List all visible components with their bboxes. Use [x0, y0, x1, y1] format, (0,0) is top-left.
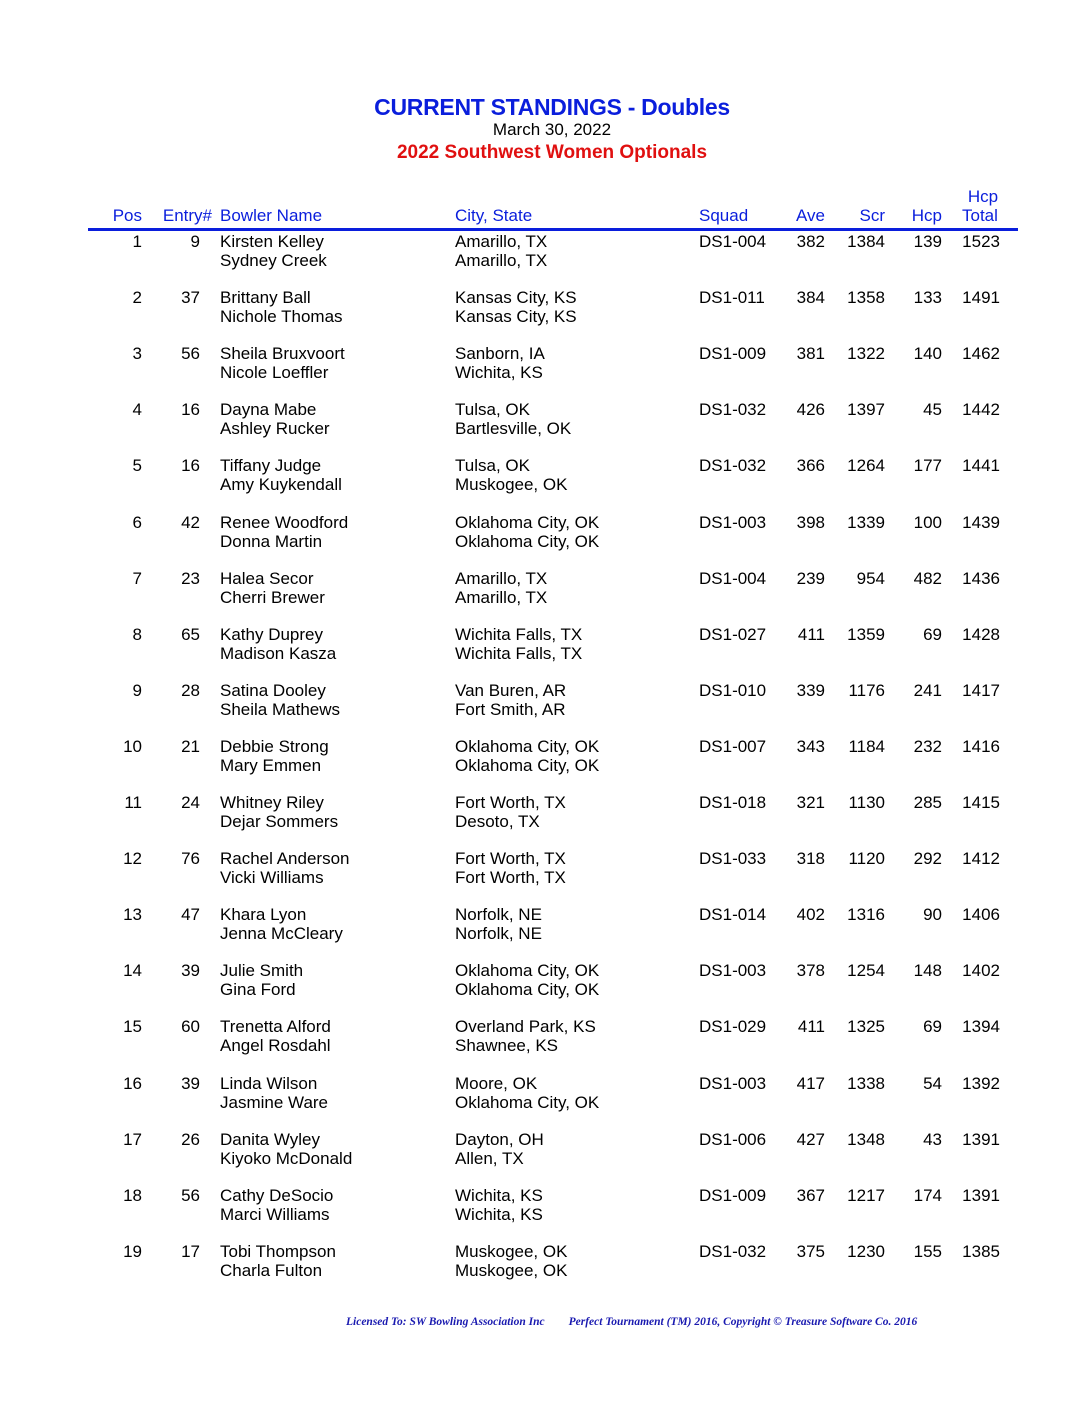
bowler-name-cell: Halea Secor	[220, 568, 314, 588]
table-row	[0, 288, 1088, 344]
average-cell: 366	[796, 456, 825, 476]
column-header-pos: Pos	[112, 206, 142, 225]
bowler-name-cell: Donna Martin	[220, 531, 323, 551]
handicap-total-cell: 1412	[962, 849, 1000, 869]
bowler-name-cell: Dejar Sommers	[220, 812, 339, 831]
scratch-score-cell: 1348	[847, 1129, 885, 1149]
city-state-cell: Norfolk, NE	[455, 924, 542, 944]
city-state-cell: Overland Park, KS	[455, 1017, 596, 1037]
squad-cell: DS1-007	[699, 736, 767, 756]
city-state-cell: Dayton, OH	[455, 1129, 544, 1149]
position-cell: 8	[132, 624, 142, 644]
scratch-score-cell: 1184	[848, 736, 885, 756]
city-state-cell: Fort Worth, TX	[455, 793, 566, 812]
bowler-name-cell: Tiffany Judge	[220, 456, 322, 476]
table-row	[0, 456, 1088, 512]
handicap-cell: 482	[913, 568, 942, 588]
city-state-cell: Fort Worth, TX	[455, 849, 566, 869]
column-header-hcp-total-bottom: Total	[962, 206, 998, 225]
bowler-name-cell: Danita Wyley	[220, 1129, 320, 1149]
handicap-cell: 155	[913, 1241, 942, 1261]
handicap-total-cell: 1441	[962, 456, 1000, 476]
average-cell: 417	[796, 1073, 825, 1093]
position-cell: 18	[123, 1185, 142, 1205]
entry-number-cell: 24	[181, 793, 200, 812]
bowler-name-cell: Charla Fulton	[220, 1260, 323, 1280]
squad-cell: DS1-010	[699, 680, 767, 700]
entry-number-cell: 39	[181, 1073, 200, 1093]
squad-cell: DS1-033	[699, 849, 767, 869]
table-row	[0, 849, 1088, 905]
bowler-name-cell: Nichole Thomas	[220, 307, 343, 327]
position-cell: 17	[123, 1129, 142, 1149]
scratch-score-cell: 1358	[847, 288, 885, 308]
city-state-cell: Moore, OK	[455, 1073, 538, 1093]
handicap-total-cell: 1491	[962, 288, 1000, 308]
average-cell: 384	[796, 288, 825, 308]
bowler-name-cell: Kathy Duprey	[220, 624, 323, 644]
entry-number-cell: 47	[181, 905, 200, 925]
squad-cell: DS1-006	[699, 1129, 767, 1149]
squad-cell: DS1-032	[699, 456, 767, 476]
bowler-name-cell: Dayna Mabe	[220, 400, 317, 420]
entry-number-cell: 16	[181, 456, 200, 476]
handicap-cell: 174	[913, 1185, 942, 1205]
position-cell: 14	[123, 961, 142, 981]
scratch-score-cell: 1384	[847, 232, 885, 251]
handicap-total-cell: 1392	[962, 1073, 1000, 1093]
handicap-cell: 100	[913, 512, 942, 532]
position-cell: 16	[123, 1073, 142, 1093]
position-cell: 3	[132, 344, 142, 364]
tournament-name: 2022 Southwest Women Optionals	[396, 142, 708, 163]
average-cell: 382	[796, 232, 825, 251]
handicap-cell: 140	[913, 344, 942, 364]
footer	[346, 1316, 1026, 1328]
entry-number-cell: 60	[181, 1017, 200, 1037]
entry-number-cell: 17	[181, 1241, 200, 1261]
column-header-ave: Ave	[796, 206, 825, 225]
squad-cell: DS1-027	[699, 624, 767, 644]
entry-number-cell: 23	[181, 568, 200, 588]
handicap-cell: 43	[923, 1129, 942, 1149]
bowler-name-cell: Sydney Creek	[220, 251, 327, 270]
bowler-name-cell: Whitney Riley	[220, 793, 324, 812]
average-cell: 378	[796, 961, 825, 981]
table-row	[0, 625, 1088, 681]
position-cell: 19	[123, 1241, 142, 1261]
squad-cell: DS1-032	[699, 400, 767, 420]
city-state-cell: Fort Worth, TX	[455, 868, 566, 888]
average-cell: 318	[796, 849, 825, 869]
entry-number-cell: 37	[181, 288, 200, 308]
handicap-cell: 232	[913, 736, 942, 756]
column-header-bowler: Bowler Name	[220, 206, 323, 225]
bowler-name-cell: Rachel Anderson	[220, 849, 350, 869]
page-title: CURRENT STANDINGS - Doubles	[374, 94, 730, 120]
bowler-name-cell: Sheila Mathews	[220, 699, 341, 719]
average-cell: 375	[796, 1241, 825, 1261]
table-row	[0, 681, 1088, 737]
scratch-score-cell: 1230	[847, 1241, 885, 1261]
table-row	[0, 232, 1088, 288]
average-cell: 426	[796, 400, 825, 420]
report-date: March 30, 2022	[492, 120, 612, 139]
city-state-cell: Allen, TX	[455, 1148, 524, 1168]
entry-number-cell: 42	[181, 512, 200, 532]
position-cell: 2	[132, 288, 142, 308]
scratch-score-cell: 1325	[847, 1017, 885, 1037]
bowler-name-cell: Angel Rosdahl	[220, 1036, 331, 1056]
table-row	[0, 1017, 1088, 1073]
handicap-cell: 69	[923, 624, 942, 644]
average-cell: 239	[796, 568, 825, 588]
bowler-name-cell: Sheila Bruxvoort	[220, 344, 345, 364]
city-state-cell: Amarillo, TX	[455, 568, 548, 588]
handicap-total-cell: 1402	[962, 961, 1000, 981]
table-row	[0, 1186, 1088, 1242]
entry-number-cell: 65	[181, 624, 200, 644]
entry-number-cell: 26	[181, 1129, 200, 1149]
column-header-city: City, State	[455, 206, 533, 225]
footer-copyright: Perfect Tournament (TM) 2016, Copyright © Treasure Software Co. 2016	[568, 1316, 918, 1328]
squad-cell: DS1-014	[699, 905, 767, 925]
city-state-cell: Muskogee, OK	[455, 475, 568, 495]
column-header-hcp-total-top: Hcp	[967, 187, 999, 206]
city-state-cell: Amarillo, TX	[455, 587, 548, 607]
entry-number-cell: 16	[181, 400, 200, 420]
column-header-hcp: Hcp	[911, 206, 942, 225]
average-cell: 427	[796, 1129, 825, 1149]
position-cell: 1	[132, 232, 142, 251]
table-row	[0, 400, 1088, 456]
entry-number-cell: 21	[181, 736, 200, 756]
bowler-name-cell: Kiyoko McDonald	[220, 1148, 353, 1168]
position-cell: 12	[123, 849, 142, 869]
entry-number-cell: 76	[181, 849, 200, 869]
position-cell: 7	[132, 568, 142, 588]
bowler-name-cell: Trenetta Alford	[220, 1017, 331, 1037]
bowler-name-cell: Gina Ford	[220, 980, 296, 1000]
city-state-cell: Bartlesville, OK	[455, 419, 572, 439]
entry-number-cell: 28	[181, 680, 200, 700]
position-cell: 5	[132, 456, 142, 476]
city-state-cell: Oklahoma City, OK	[455, 980, 600, 1000]
handicap-total-cell: 1391	[962, 1129, 1000, 1149]
handicap-total-cell: 1436	[962, 568, 1000, 588]
squad-cell: DS1-032	[699, 1241, 767, 1261]
scratch-score-cell: 1254	[847, 961, 885, 981]
bowler-name-cell: Cherri Brewer	[220, 587, 325, 607]
handicap-cell: 45	[923, 400, 942, 420]
city-state-cell: Oklahoma City, OK	[455, 531, 600, 551]
squad-cell: DS1-003	[699, 512, 767, 532]
city-state-cell: Wichita, KS	[455, 363, 543, 383]
bowler-name-cell: Cathy DeSocio	[220, 1185, 334, 1205]
bowler-name-cell: Nicole Loeffler	[220, 363, 329, 383]
city-state-cell: Kansas City, KS	[455, 307, 577, 327]
city-state-cell: Wichita Falls, TX	[455, 624, 583, 644]
bowler-name-cell: Khara Lyon	[220, 905, 307, 925]
table-row	[0, 513, 1088, 569]
scratch-score-cell: 1176	[848, 680, 885, 700]
column-header-entry: Entry#	[162, 206, 212, 225]
table-row	[0, 1130, 1088, 1186]
average-cell: 381	[796, 344, 825, 364]
entry-number-cell: 9	[190, 232, 200, 251]
position-cell: 4	[132, 400, 142, 420]
squad-cell: DS1-011	[699, 288, 765, 308]
table-row	[0, 793, 1088, 849]
handicap-total-cell: 1428	[962, 624, 1000, 644]
table-row	[0, 905, 1088, 961]
bowler-name-cell: Linda Wilson	[220, 1073, 318, 1093]
position-cell: 15	[123, 1017, 142, 1037]
squad-cell: DS1-009	[699, 1185, 767, 1205]
city-state-cell: Norfolk, NE	[455, 905, 542, 925]
handicap-total-cell: 1394	[962, 1017, 1000, 1037]
position-cell: 11	[124, 793, 142, 812]
bowler-name-cell: Satina Dooley	[220, 680, 326, 700]
handicap-total-cell: 1406	[962, 905, 1000, 925]
header-divider	[88, 228, 1018, 231]
average-cell: 321	[796, 793, 825, 812]
handicap-cell: 148	[913, 961, 942, 981]
handicap-cell: 177	[913, 456, 942, 476]
handicap-cell: 90	[923, 905, 942, 925]
handicap-total-cell: 1391	[962, 1185, 1000, 1205]
handicap-cell: 139	[913, 232, 942, 251]
city-state-cell: Van Buren, AR	[455, 680, 567, 700]
scratch-score-cell: 1217	[847, 1185, 885, 1205]
average-cell: 411	[797, 1017, 825, 1037]
scratch-score-cell: 1130	[848, 793, 885, 812]
bowler-name-cell: Madison Kasza	[220, 643, 337, 663]
bowler-name-cell: Kirsten Kelley	[220, 232, 324, 251]
handicap-cell: 133	[913, 288, 942, 308]
handicap-total-cell: 1462	[962, 344, 1000, 364]
table-row	[0, 569, 1088, 625]
city-state-cell: Tulsa, OK	[455, 456, 530, 476]
handicap-total-cell: 1416	[962, 736, 1000, 756]
squad-cell: DS1-009	[699, 344, 767, 364]
city-state-cell: Kansas City, KS	[455, 288, 577, 308]
average-cell: 398	[796, 512, 825, 532]
city-state-cell: Muskogee, OK	[455, 1260, 568, 1280]
handicap-total-cell: 1415	[962, 793, 1000, 812]
handicap-cell: 241	[913, 680, 942, 700]
scratch-score-cell: 954	[856, 568, 885, 588]
position-cell: 6	[132, 512, 142, 532]
squad-cell: DS1-003	[699, 961, 767, 981]
city-state-cell: Amarillo, TX	[455, 251, 548, 270]
bowler-name-cell: Jenna McCleary	[220, 924, 343, 944]
bowler-name-cell: Debbie Strong	[220, 736, 329, 756]
scratch-score-cell: 1120	[848, 849, 885, 869]
handicap-cell: 285	[913, 793, 942, 812]
handicap-cell: 292	[913, 849, 942, 869]
table-row	[0, 961, 1088, 1017]
city-state-cell: Oklahoma City, OK	[455, 736, 600, 756]
entry-number-cell: 56	[181, 1185, 200, 1205]
position-cell: 10	[123, 736, 142, 756]
column-header-squad: Squad	[699, 206, 749, 225]
city-state-cell: Oklahoma City, OK	[455, 512, 600, 532]
handicap-cell: 54	[923, 1073, 942, 1093]
scratch-score-cell: 1316	[847, 905, 885, 925]
bowler-name-cell: Renee Woodford	[220, 512, 349, 532]
city-state-cell: Sanborn, IA	[455, 344, 545, 364]
city-state-cell: Muskogee, OK	[455, 1241, 568, 1261]
average-cell: 367	[796, 1185, 825, 1205]
column-header-scr: Scr	[859, 206, 885, 225]
city-state-cell: Desoto, TX	[455, 812, 540, 831]
squad-cell: DS1-029	[699, 1017, 767, 1037]
table-row	[0, 737, 1088, 793]
handicap-total-cell: 1442	[962, 400, 1000, 420]
average-cell: 343	[796, 736, 825, 756]
bowler-name-cell: Ashley Rucker	[220, 419, 330, 439]
bowler-name-cell: Julie Smith	[220, 961, 304, 981]
table-row	[0, 1074, 1088, 1130]
table-row	[0, 344, 1088, 400]
city-state-cell: Fort Smith, AR	[455, 699, 566, 719]
average-cell: 339	[796, 680, 825, 700]
squad-cell: DS1-004	[699, 232, 767, 251]
city-state-cell: Oklahoma City, OK	[455, 1092, 600, 1112]
entry-number-cell: 56	[181, 344, 200, 364]
bowler-name-cell: Vicki Williams	[220, 868, 324, 888]
squad-cell: DS1-004	[699, 568, 767, 588]
handicap-total-cell: 1439	[962, 512, 1000, 532]
average-cell: 402	[796, 905, 825, 925]
table-row	[0, 1242, 1088, 1298]
bowler-name-cell: Mary Emmen	[220, 755, 322, 775]
city-state-cell: Oklahoma City, OK	[455, 961, 600, 981]
scratch-score-cell: 1338	[847, 1073, 885, 1093]
position-cell: 9	[132, 680, 142, 700]
bowler-name-cell: Jasmine Ware	[220, 1092, 329, 1112]
scratch-score-cell: 1264	[847, 456, 885, 476]
squad-cell: DS1-003	[699, 1073, 767, 1093]
bowler-name-cell: Tobi Thompson	[220, 1241, 336, 1261]
city-state-cell: Oklahoma City, OK	[455, 755, 600, 775]
bowler-name-cell: Brittany Ball	[220, 288, 311, 308]
city-state-cell: Amarillo, TX	[455, 232, 548, 251]
handicap-total-cell: 1385	[962, 1241, 1000, 1261]
bowler-name-cell: Amy Kuykendall	[220, 475, 342, 495]
city-state-cell: Tulsa, OK	[455, 400, 530, 420]
handicap-total-cell: 1417	[962, 680, 1000, 700]
city-state-cell: Wichita Falls, TX	[455, 643, 583, 663]
scratch-score-cell: 1322	[847, 344, 885, 364]
city-state-cell: Wichita, KS	[455, 1185, 543, 1205]
squad-cell: DS1-018	[699, 793, 767, 812]
handicap-cell: 69	[923, 1017, 942, 1037]
position-cell: 13	[123, 905, 142, 925]
scratch-score-cell: 1339	[847, 512, 885, 532]
scratch-score-cell: 1397	[847, 400, 885, 420]
handicap-total-cell: 1523	[962, 232, 1000, 251]
footer-license: Licensed To: SW Bowling Association Inc	[346, 1316, 545, 1328]
entry-number-cell: 39	[181, 961, 200, 981]
city-state-cell: Shawnee, KS	[455, 1036, 559, 1056]
average-cell: 411	[797, 624, 825, 644]
city-state-cell: Wichita, KS	[455, 1204, 543, 1224]
bowler-name-cell: Marci Williams	[220, 1204, 330, 1224]
scratch-score-cell: 1359	[847, 624, 885, 644]
